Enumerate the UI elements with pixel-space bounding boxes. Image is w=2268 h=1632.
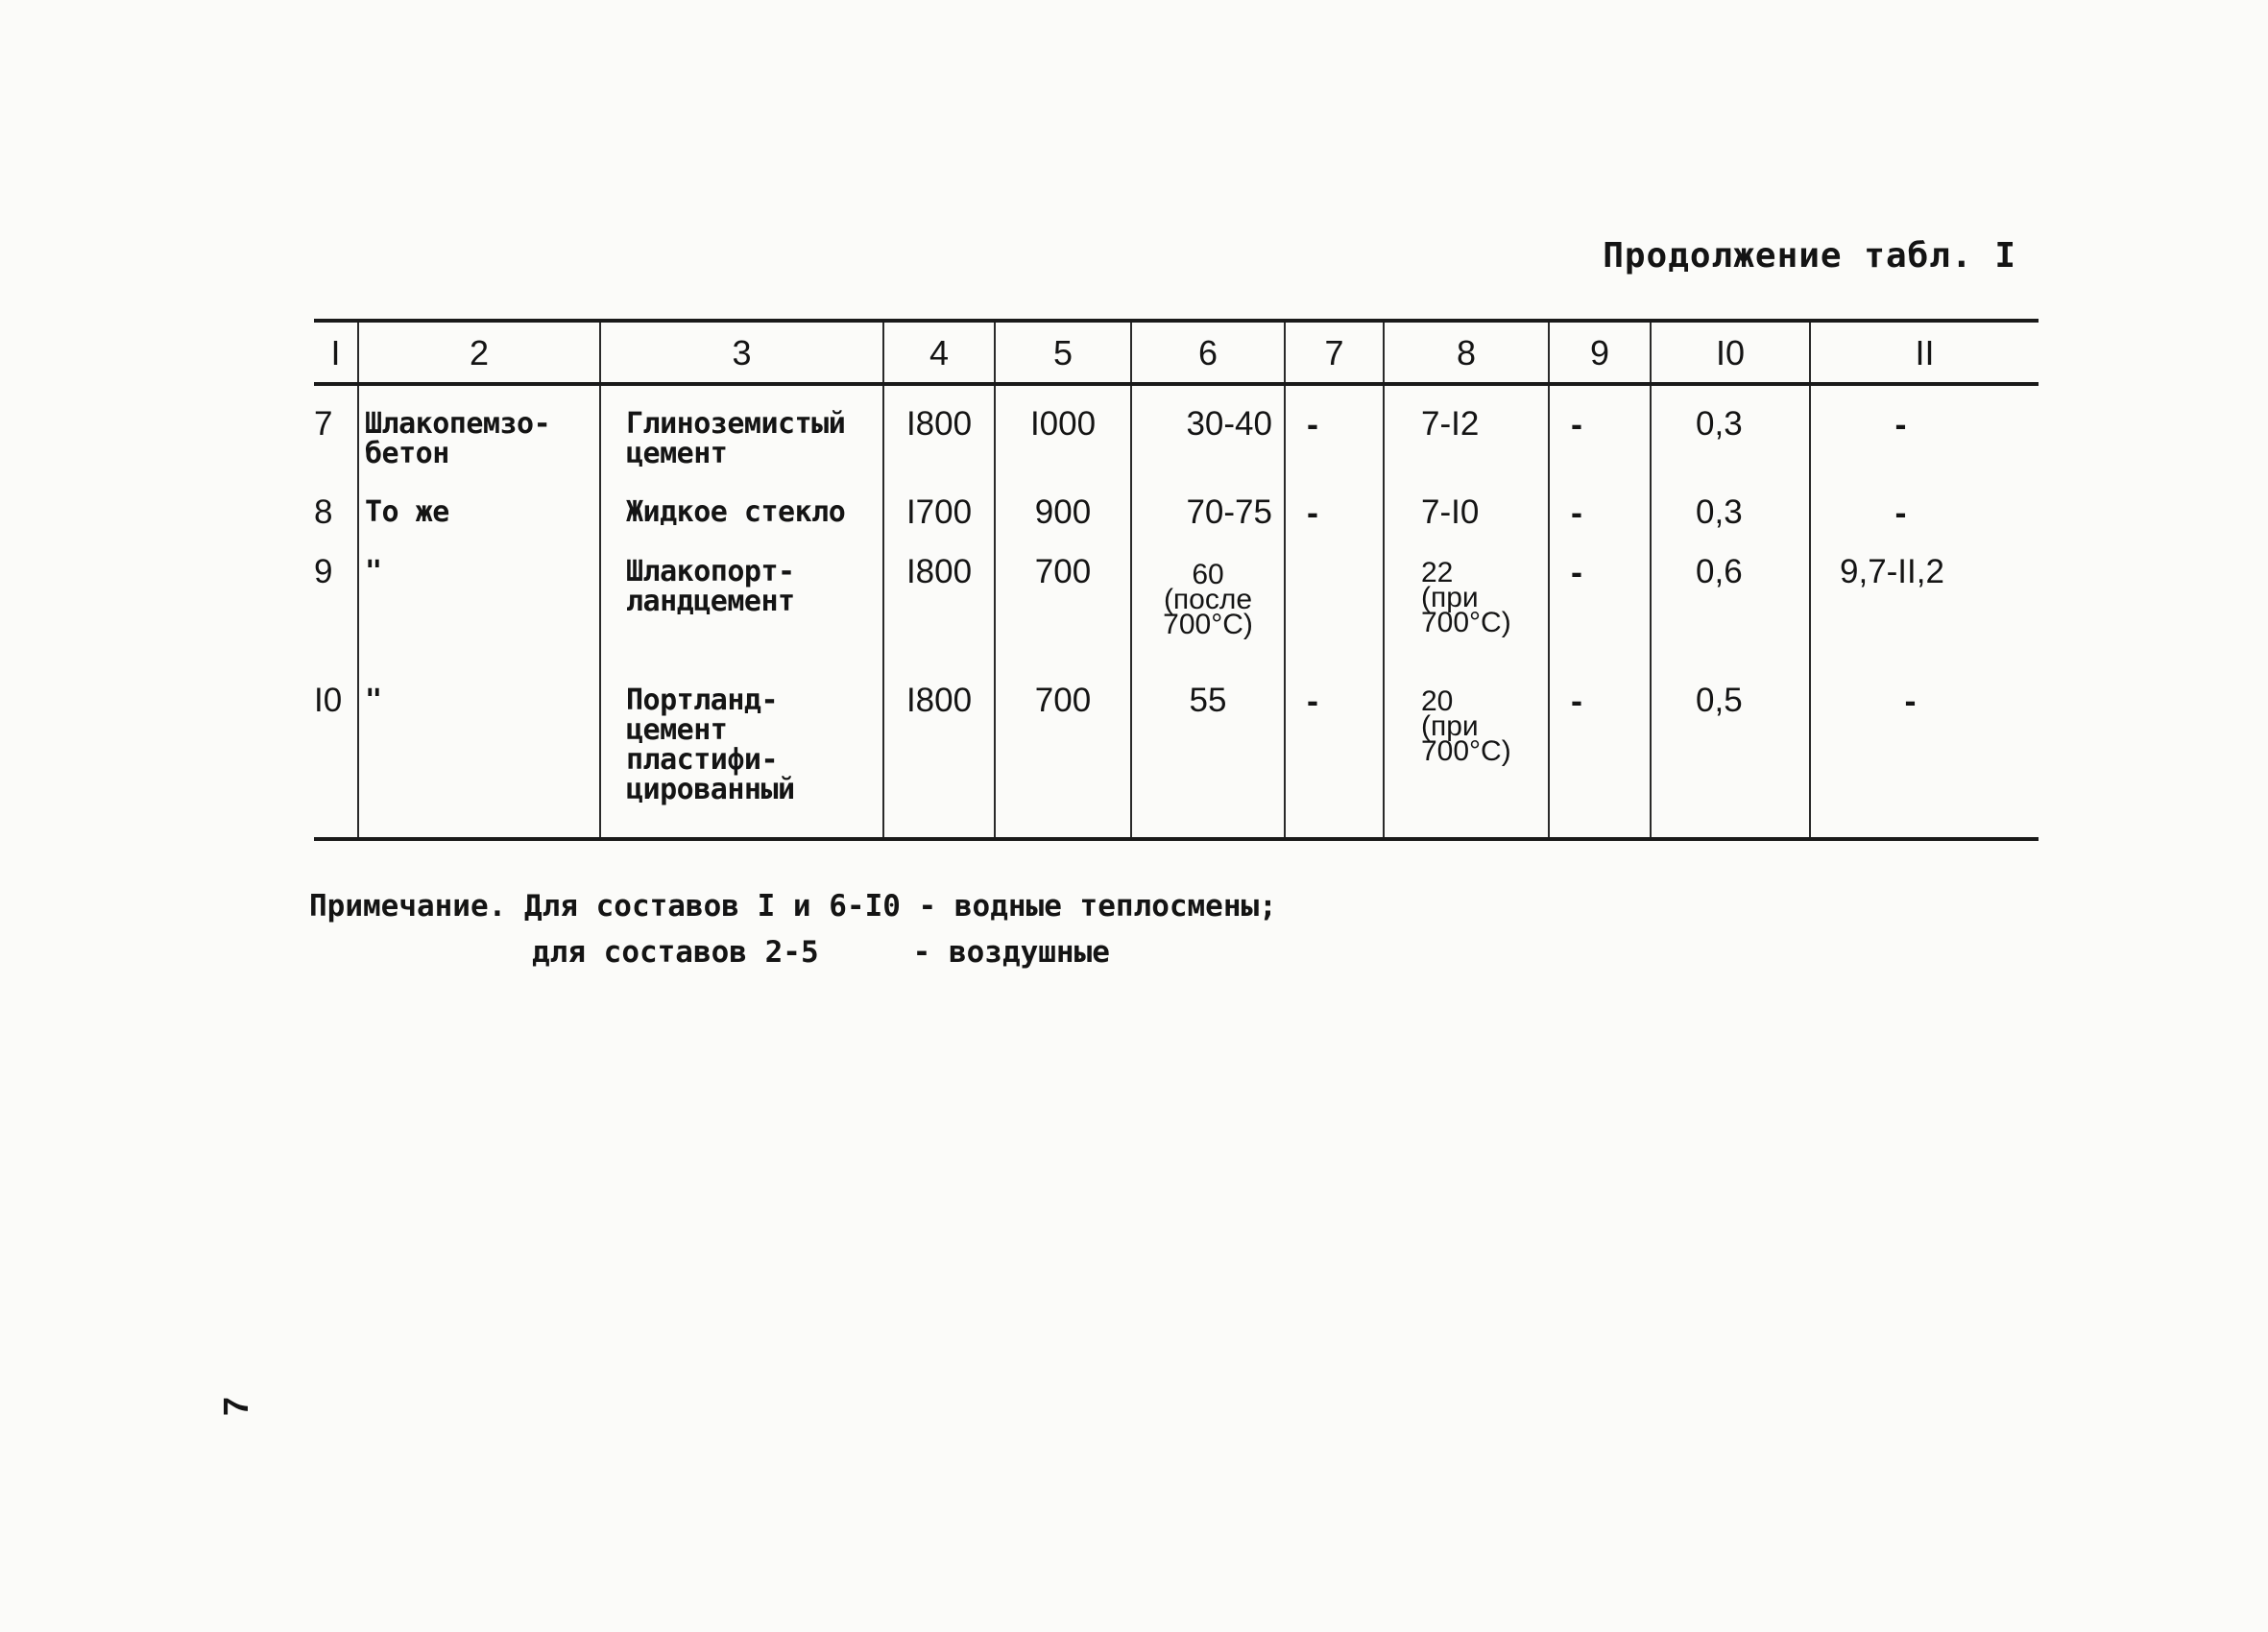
value-cell <box>1384 384 1549 497</box>
column-header: 3 <box>600 321 883 384</box>
note-text: - воздушные <box>912 935 1110 970</box>
cell-line: цированный <box>626 773 795 806</box>
cell-line: Шлакопорт- <box>626 555 795 588</box>
value-cell: I700 <box>883 497 995 557</box>
value-cell: - <box>1810 384 2039 497</box>
properties-table <box>314 319 2039 841</box>
cell-line: 22 <box>1421 557 1454 588</box>
table-row <box>314 497 2039 557</box>
column-header: I <box>314 321 358 384</box>
material-cell <box>358 685 600 839</box>
cell-line: 700°С) <box>1421 607 1511 638</box>
table-continuation-caption: Продолжение табл. I <box>1603 236 2016 276</box>
column-header: 5 <box>995 321 1131 384</box>
note-line: Примечание. Для составов I и 6-I0 - водные теплосмены; <box>309 889 1277 924</box>
cell-line: Глиноземистый <box>626 407 846 441</box>
value-cell <box>1384 493 1549 557</box>
value-cell: I000 <box>995 384 1131 497</box>
cell-line: цемент <box>626 713 728 747</box>
value-cell <box>1285 557 1384 685</box>
row-number: 9 <box>314 553 333 590</box>
value-cell <box>1131 493 1285 557</box>
value-cell <box>1131 682 1285 839</box>
binder-cell <box>600 557 883 685</box>
page-number: 7 <box>216 1396 256 1417</box>
cell-line: (при <box>1421 710 1479 742</box>
cell-line: пластифи- <box>626 743 779 777</box>
cell-line: 30-40 <box>1186 405 1272 443</box>
note-line <box>309 929 1277 975</box>
cell-line: 20 <box>1421 685 1454 717</box>
material-cell <box>358 557 600 685</box>
cell-line: ландцемент <box>626 585 795 618</box>
value-cell: I800 <box>883 685 995 839</box>
cell-line: бетон <box>365 437 449 470</box>
cell-line: 70-75 <box>1186 493 1272 531</box>
column-header: 7 <box>1285 321 1384 384</box>
table-note <box>309 883 1277 975</box>
cell-line: 55 <box>1189 682 1227 719</box>
value-cell: - <box>1285 497 1384 557</box>
cell-line: 7-I2 <box>1421 405 1480 443</box>
value-cell: - <box>1549 497 1651 557</box>
cell-line: 700°С) <box>1421 735 1511 767</box>
column-header: II <box>1810 321 2039 384</box>
row-number: 8 <box>314 493 333 531</box>
value-cell: - <box>1549 557 1651 685</box>
cell-line: 60 <box>1192 559 1224 590</box>
binder-cell <box>600 685 883 839</box>
cell-line: (при <box>1421 582 1479 613</box>
cell-line: Шлакопемзо- <box>365 407 551 441</box>
cell-line: цемент <box>626 437 728 470</box>
value-cell <box>1384 685 1549 839</box>
value-cell: - <box>1549 384 1651 497</box>
value-cell <box>1131 384 1285 497</box>
table-header-row <box>314 321 2039 384</box>
column-header: I0 <box>1651 321 1810 384</box>
value-cell: I800 <box>883 557 995 685</box>
value-cell: 0,5 <box>1651 685 1810 839</box>
cell-line: (после <box>1163 584 1253 615</box>
table-row <box>314 384 2039 497</box>
cell-line: То же <box>365 495 449 529</box>
column-header: 4 <box>883 321 995 384</box>
cell-line: Жидкое стекло <box>626 495 846 529</box>
cell-line: Портланд- <box>626 684 779 717</box>
value-cell: 700 <box>995 557 1131 685</box>
row-number: I0 <box>314 685 358 839</box>
column-header: 2 <box>358 321 600 384</box>
table-row <box>314 557 2039 685</box>
material-cell <box>358 384 600 497</box>
column-header: 8 <box>1384 321 1549 384</box>
value-cell <box>1131 557 1285 685</box>
value-cell: I800 <box>883 384 995 497</box>
table-row <box>314 685 2039 839</box>
value-cell <box>1384 557 1549 685</box>
column-header: 9 <box>1549 321 1651 384</box>
cell-line: " <box>365 684 382 717</box>
value-cell: 9,7-II,2 <box>1810 557 2039 685</box>
value-cell: - <box>1285 384 1384 497</box>
value-cell: 0,3 <box>1651 497 1810 557</box>
binder-cell <box>600 497 883 557</box>
cell-line: 7-I0 <box>1421 493 1480 531</box>
value-cell: 0,3 <box>1651 384 1810 497</box>
note-text: для составов 2-5 <box>532 935 819 970</box>
value-cell: - <box>1549 685 1651 839</box>
column-header: 6 <box>1131 321 1285 384</box>
material-cell <box>358 497 600 557</box>
binder-cell <box>600 384 883 497</box>
row-number: 7 <box>314 405 333 443</box>
value-cell: 700 <box>995 685 1131 839</box>
cell-line: 700°С) <box>1163 609 1253 640</box>
value-cell: - <box>1810 497 2039 557</box>
value-cell: 0,6 <box>1651 557 1810 685</box>
value-cell: 900 <box>995 497 1131 557</box>
value-cell: - <box>1810 685 2039 839</box>
cell-line: " <box>365 555 382 588</box>
value-cell: - <box>1285 685 1384 839</box>
